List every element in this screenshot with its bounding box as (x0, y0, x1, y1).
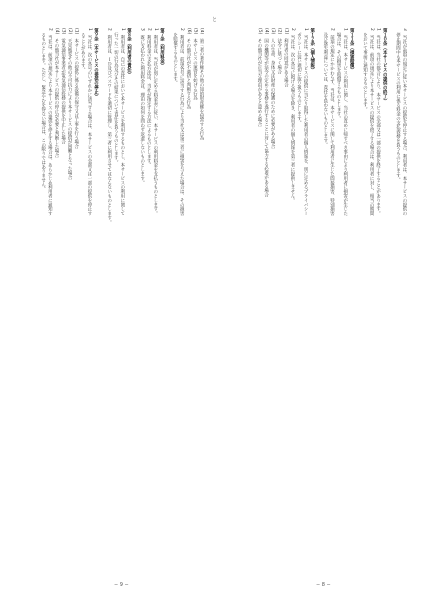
text-line: 2 当社は、前項の規定により本サービスの提供を停止する場合は、あらかじめ利用者に通知す (47, 28, 53, 216)
text-line: ポリシーに従い適切に取り扱うものとします。 (296, 28, 302, 125)
text-line: 停止期間中も本サービスの利用に係る料金の支払義務を負うものとします。 (395, 28, 401, 182)
text-line: (2) 天災地変その他の不可抗力により本サービスの提供が困難となった場合 (67, 28, 73, 180)
text-line: 1 利用者は、当社が別に定める料金表に従い、本サービスの利用料金を支払うものとします。 (152, 28, 158, 216)
text-line: (2) 法令に基づく場合 (276, 28, 282, 74)
text-line: 1 当社は、本サービスの提供に当たり取得した利用者の個人情報を、別に定めるプライバシー (303, 28, 309, 216)
section-heading: 第１２条（個人情報） (309, 28, 315, 72)
text-line (99, 28, 106, 574)
text-line: 2 当社は、前項の規定により本サービスの提供を終了する場合は、利用者に対し、相当の期間 (369, 28, 375, 216)
text-line (354, 28, 361, 574)
text-line: 2 前項の規定にかかわらず、当社は、本サービスに関して利用者に生じた間接損害、特別損害 (329, 28, 335, 216)
right-text-block (219, 28, 407, 574)
section-heading: 第１０条（本サービスの提供の終了） (382, 28, 388, 103)
text-line: 2 当社は、次の各号に掲げる場合を除き、利用者の個人情報を第三者に提供しません。 (289, 28, 295, 203)
text-line: (6) その他当社が不適切と判断する行為 (185, 28, 191, 110)
text-line (131, 28, 138, 574)
text-line: 2 利用者は、ＩＤ及びパスワードを適切に管理し、第三者に利用させてはならないものとします。 (106, 28, 112, 225)
text-line: (1) 本サービスの提供に係る設備の保守又は工事を行う場合 (73, 28, 79, 149)
section-heading: 第１１条（損害賠償） (349, 28, 355, 72)
text-line: (5) 本サービスの運営を妨げる行為 (192, 28, 198, 101)
text-line: 行った一切の行為及びその結果について責任を負うものとします。 (113, 28, 119, 165)
text-line: (4) その他当社が本サービスの提供の停止が必要と判断した場合 (53, 28, 59, 158)
text-line: を賠償するものとします。 (172, 28, 178, 86)
text-line (387, 28, 394, 574)
text-line: (1) 利用者の同意がある場合 (283, 28, 289, 88)
text-line: 3 既に支払われた利用料金は、理由の如何を問わず返還しないものとします。 (139, 28, 145, 185)
text-line: 2 利用料金の支払方法は、当社が指定する方法によるものとします。 (146, 28, 152, 168)
text-line: 1 利用者は、自己の責任において本サービスを利用するものとし、本サービスの利用に関して (119, 28, 125, 216)
text-line: 1 当社は、次の各号のいずれかに該当する場合は、本サービスの全部又は一部の提供を停止す (86, 28, 92, 216)
text-line: (3) 人の生命、身体又は財産の保護のために必要がある場合 (270, 28, 276, 149)
text-line: 及び逸失利益については、責任を負わないものとします。 (322, 28, 328, 147)
text-line: ることがあります。 (80, 28, 86, 72)
text-line: るものとします。ただし、緊急やむを得ない場合は、この限りではありません。 (40, 28, 46, 191)
text-line: (3) 電気通信事業者が電気通信役務の提供を中止した場合 (60, 28, 66, 145)
text-line: (4) 国の機関等が法令の定める事務を遂行することに対して協力する必要がある場合 (263, 28, 269, 198)
text-line (164, 28, 171, 574)
text-line: (4) 第三者の著作権その他の知的財産権を侵害する行為 (199, 28, 204, 140)
page-fragment-top: と (212, 17, 218, 23)
text-line: (5) その他当社が正当な理由があると認める場合 (256, 28, 262, 127)
left-text-block (16, 28, 204, 574)
section-heading: 第８条（利用者の責任） (126, 28, 132, 77)
text-line: をおいて事前に通知するものとします。 (362, 28, 368, 112)
text-line (315, 28, 322, 574)
section-heading: 第７条（利用料金） (159, 28, 165, 68)
text-line: 3 当社が前項の規定に従い本サービスの提供を停止する場合、利用者は、本サービスの提供の (402, 28, 407, 216)
page-number-left: − 9 − (114, 582, 129, 588)
text-line: 1 当社は、当社の都合により、本サービスの全部又は一部の提供を終了することがあります。 (375, 28, 381, 216)
page-number-right: − 8 − (316, 582, 331, 588)
text-line: 場合は、その損害を賠償するものとします。 (336, 28, 342, 121)
section-heading: 第９条（本サービスの提供の停止） (93, 28, 99, 99)
text-line: 1 当社は、本サービスの利用に関し、当社の責めに帰すべき事由により利用者に損害が生じた (342, 28, 348, 216)
text-line: 2 利用者は、前項各号に該当する行為により当社又は第三者に損害を与えた場合は、その損害 (179, 28, 185, 216)
